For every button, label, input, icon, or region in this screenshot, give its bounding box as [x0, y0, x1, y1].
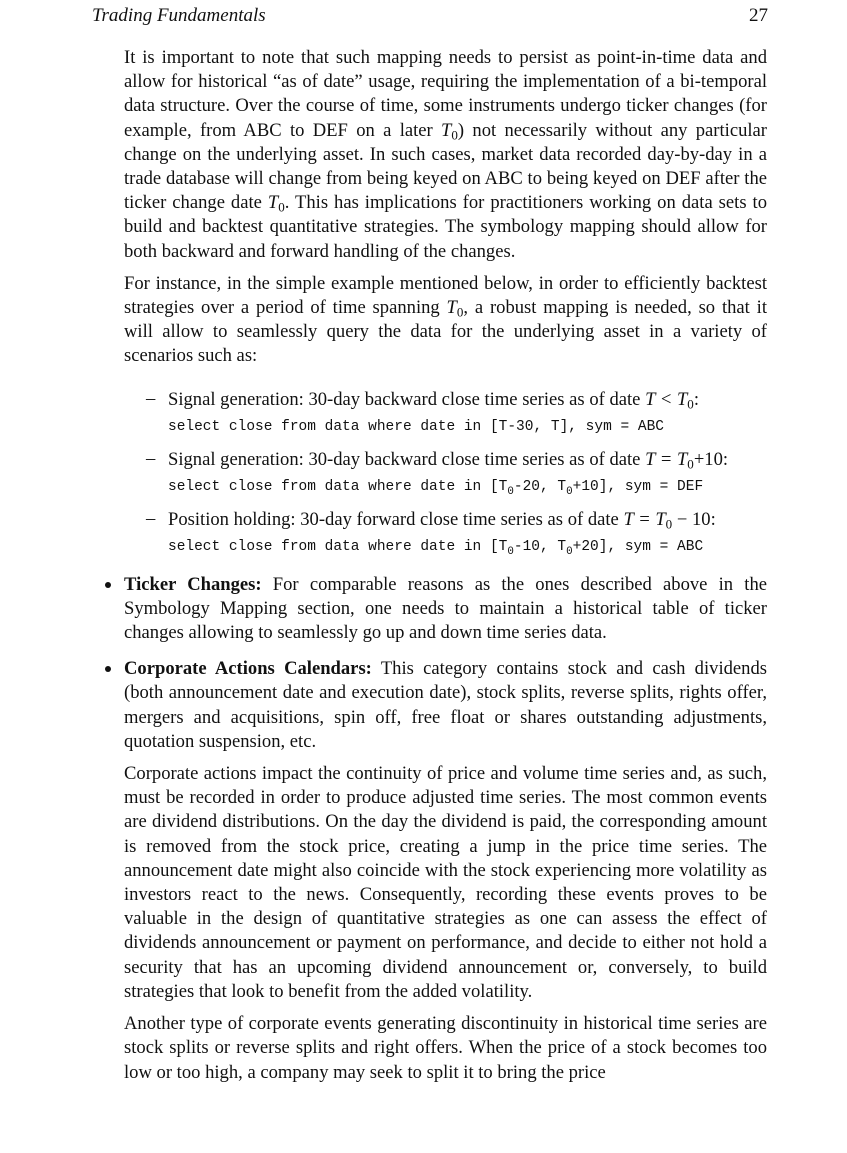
scenario-text: Signal generation: 30-day backward close time series as of date: [168, 388, 646, 410]
bullet-ticker-changes: [124, 573, 767, 646]
bullet-list: [124, 573, 767, 1085]
math-condition: $T = T_0$: [645, 448, 694, 471]
bullet-corporate-actions: [124, 657, 767, 1084]
code-query: select close from data where date in [$T_0-10$, $T_0+20$], sym = ABC: [168, 538, 704, 558]
bullet-text: This category contains stock and cash dividends (both announcement date and execution date), stock splits, reverse splits, rights offer, mergers and acquisitions, spin off, free float or shares outstanding adjustments, quotation suspension, etc.: [124, 658, 767, 752]
math-condition: $T = T_0$: [623, 508, 673, 531]
bullet-text: For comparable reasons as the ones described above in the Symbology Mapping section, one needs to maintain a historical table of ticker changes allowing to seamlessly go up and down time series data.: [124, 573, 768, 644]
page-number: 27: [749, 5, 768, 26]
bullet-icon: [105, 666, 111, 672]
list-item: – Signal generation: 30-day backward close time series as of date $T = T_0+10$: select close from data where date in [$T_0-20$, $T_0+10$], sym = DEF: [168, 447, 767, 501]
paragraph-backtest-example: [124, 272, 767, 369]
code-query: select close from data where date in [T-30, T], sym = ABC: [168, 418, 664, 435]
dash-marker: –: [146, 387, 156, 409]
paragraph-text: For instance, in the simple example mentioned below, in order to efficiently backtest strategies over a period of time spanning: [124, 272, 767, 319]
paragraph-mapping-persistence: [124, 46, 767, 264]
paragraph-stock-splits: Another type of corporate events generating discontinuity in historical time series are stock splits or reverse splits and right offers. When the price of a stock becomes too low or too high, a company may seek to split it to bring the price: [124, 1013, 767, 1083]
scenario-list: [124, 387, 767, 561]
math-condition: $T < T_0$: [645, 388, 694, 411]
paragraph-text: ) not necessarily without any particular change on the underlying asset. In such cases, market data recorded day-by-day in a trade database will change from being keyed on ABC to being keyed on DEF after the ticker change date: [124, 119, 767, 214]
paragraph-corporate-impact: Corporate actions impact the continuity of price and volume time series and, as such, must be recorded in order to produce adjusted time series. The most common events are dividend distributions. On the day the dividend is paid, the corresponding amount is removed from the stock price, creating a jump in the price time series. The announcement date might also coincide with the stock experiencing more volatility as investors react to the news. Consequently, recording these events proves to be valuable in the design of quantitative strategies as one can assess the effect of dividends announcement or payment on performance, and decide to either not hold a security that has an upcoming dividend announcement or, conversely, to build strategies that look to benefit from the added volatility.: [124, 763, 767, 1002]
math-t0: $T_0$: [446, 297, 464, 320]
paragraph-text: , a robust mapping is needed, so that it will allow to seamlessly query the data for the underlying asset in a variety of scenarios such as:: [124, 297, 767, 367]
bullet-title: Ticker Changes:: [124, 573, 262, 595]
math-t0: $T_0$: [441, 119, 458, 142]
bullet-title: Corporate Actions Calendars:: [124, 658, 372, 680]
bullet-icon: [105, 582, 111, 588]
code-query: select close from data where date in [$T_0-20$, $T_0+10$], sym = DEF: [168, 478, 704, 498]
dash-marker: –: [146, 507, 156, 529]
math-t0: $T_0$: [267, 192, 285, 215]
running-header: [92, 4, 768, 28]
paragraph-text: . This has implications for practitioners working on data sets to build and backtest quantitative strategies. The symbology mapping should allow for both backward and forward handling of the changes.: [124, 192, 767, 262]
page-body: [124, 46, 767, 1097]
scenario-text: Position holding: 30-day forward close time series as of date: [168, 508, 624, 530]
list-item: – Signal generation: 30-day backward close time series as of date $T < T_0$: select close from data where date in [T-30, T], sym = ABC: [168, 387, 767, 441]
dash-marker: –: [146, 447, 156, 469]
scenario-text: Signal generation: 30-day backward close time series as of date: [168, 448, 646, 470]
list-item: – Position holding: 30-day forward close time series as of date $T = T_0 - 10$: select close from data where date in [$T_0-10$, $T_0+20$], sym = ABC: [168, 507, 767, 561]
paragraph-text: It is important to note that such mapping needs to persist as point-in-time data and allow for historical “as of date” usage, requiring the implementation of a bi-temporal data structure. Over the course of time, some instruments undergo ticker changes (for example, from ABC to DEF on a later: [124, 47, 767, 141]
running-title: Trading Fundamentals: [92, 5, 266, 26]
